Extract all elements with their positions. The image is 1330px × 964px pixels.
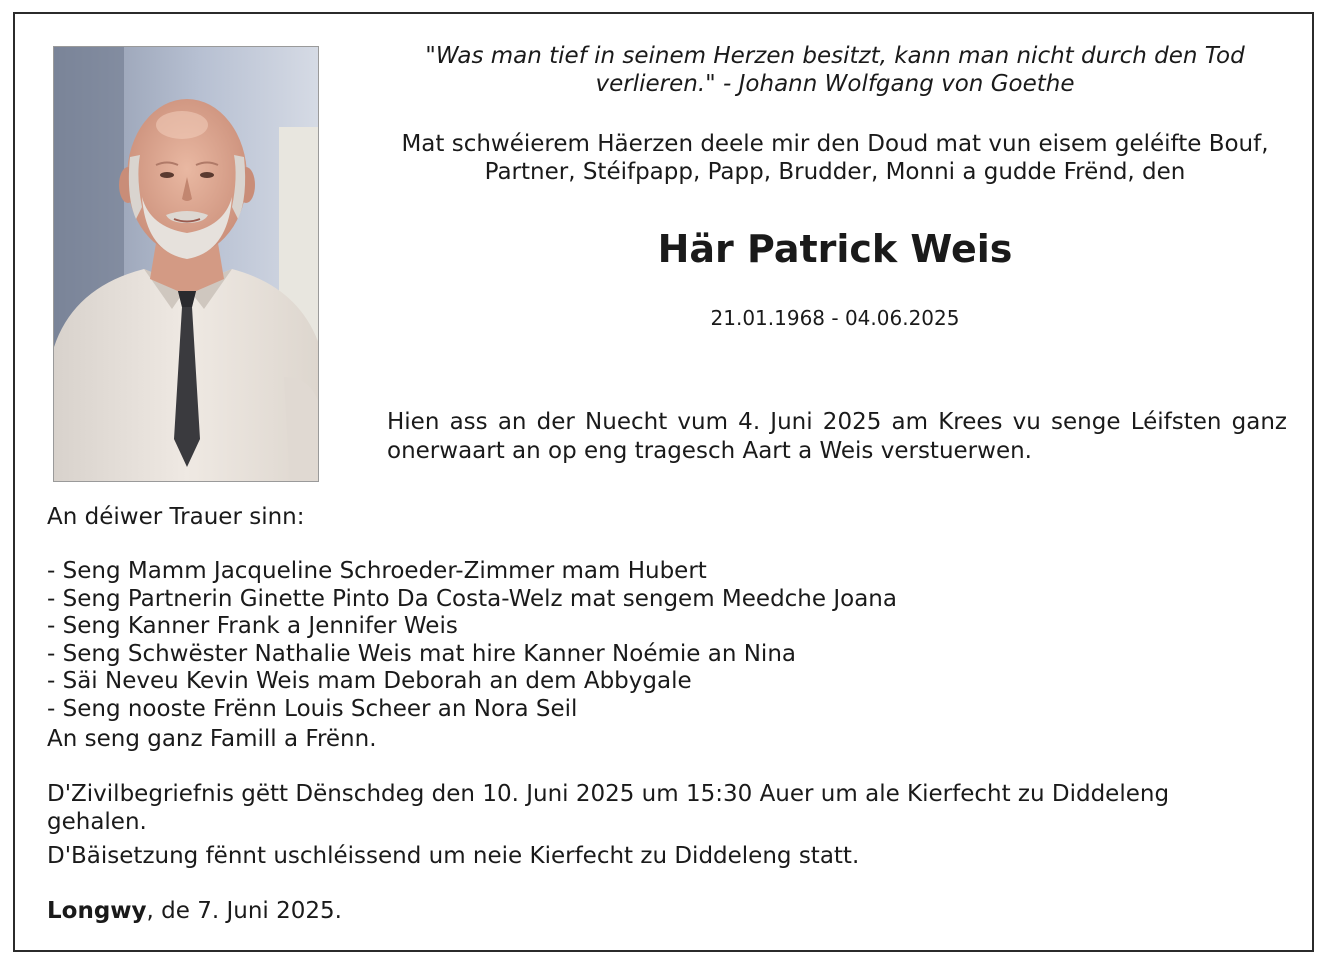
announcement-intro: Mat schwéierem Häerzen deele mir den Doud mat vun eisem geléifte Bouf, Partner, Stéifpapp, Papp, Brudder, Monni a gudde Frënd, den	[401, 131, 1269, 185]
signature-date: , de 7. Juni 2025.	[146, 898, 342, 924]
goethe-quote: "Was man tief in seinem Herzen besitzt, kann man nicht durch den Tod verlieren." - Johann Wolfgang von Goethe	[425, 43, 1245, 97]
mourner-item: - Säi Neveu Kevin Weis mam Deborah an dem Abbygale	[47, 668, 692, 695]
burial-info: D'Bäisetzung fënnt uschléissend um neie Kierfecht zu Diddeleng statt.	[47, 843, 860, 869]
life-dates: 21.01.1968 - 04.06.2025	[710, 306, 960, 330]
mourners-heading: An déiwer Trauer sinn:	[47, 504, 305, 530]
signature-place: Longwy	[47, 898, 147, 924]
place-and-date	[47, 897, 342, 925]
mourner-item: - Seng Partnerin Ginette Pinto Da Costa-Welz mat sengem Meedche Joana	[47, 585, 897, 612]
mourners-list	[47, 558, 1047, 724]
funeral-ceremony-info: D'Zivilbegriefnis gëtt Dënschdeg den 10. Juni 2025 um 15:30 Auer um ale Kierfecht zu Diddeleng gehalen.	[47, 781, 1170, 835]
family-and-friends-line: An seng ganz Famill a Frënn.	[47, 726, 377, 752]
mourner-item: - Seng Kanner Frank a Jennifer Weis	[47, 613, 458, 640]
deceased-name: Här Patrick Weis	[657, 227, 1013, 271]
portrait-photo	[53, 46, 319, 482]
mourner-item: - Seng Schwëster Nathalie Weis mat hire Kanner Noémie an Nina	[47, 640, 796, 667]
mourner-item: - Seng nooste Frënn Louis Scheer an Nora Seil	[47, 695, 578, 722]
death-description: Hien ass an der Nuecht vum 4. Juni 2025 am Krees vu senge Léifsten ganz onerwaart an op eng tragesch Aart a Weis verstuerwen.	[387, 409, 1287, 464]
mourner-item: - Seng Mamm Jacqueline Schroeder-Zimmer mam Hubert	[47, 558, 707, 584]
